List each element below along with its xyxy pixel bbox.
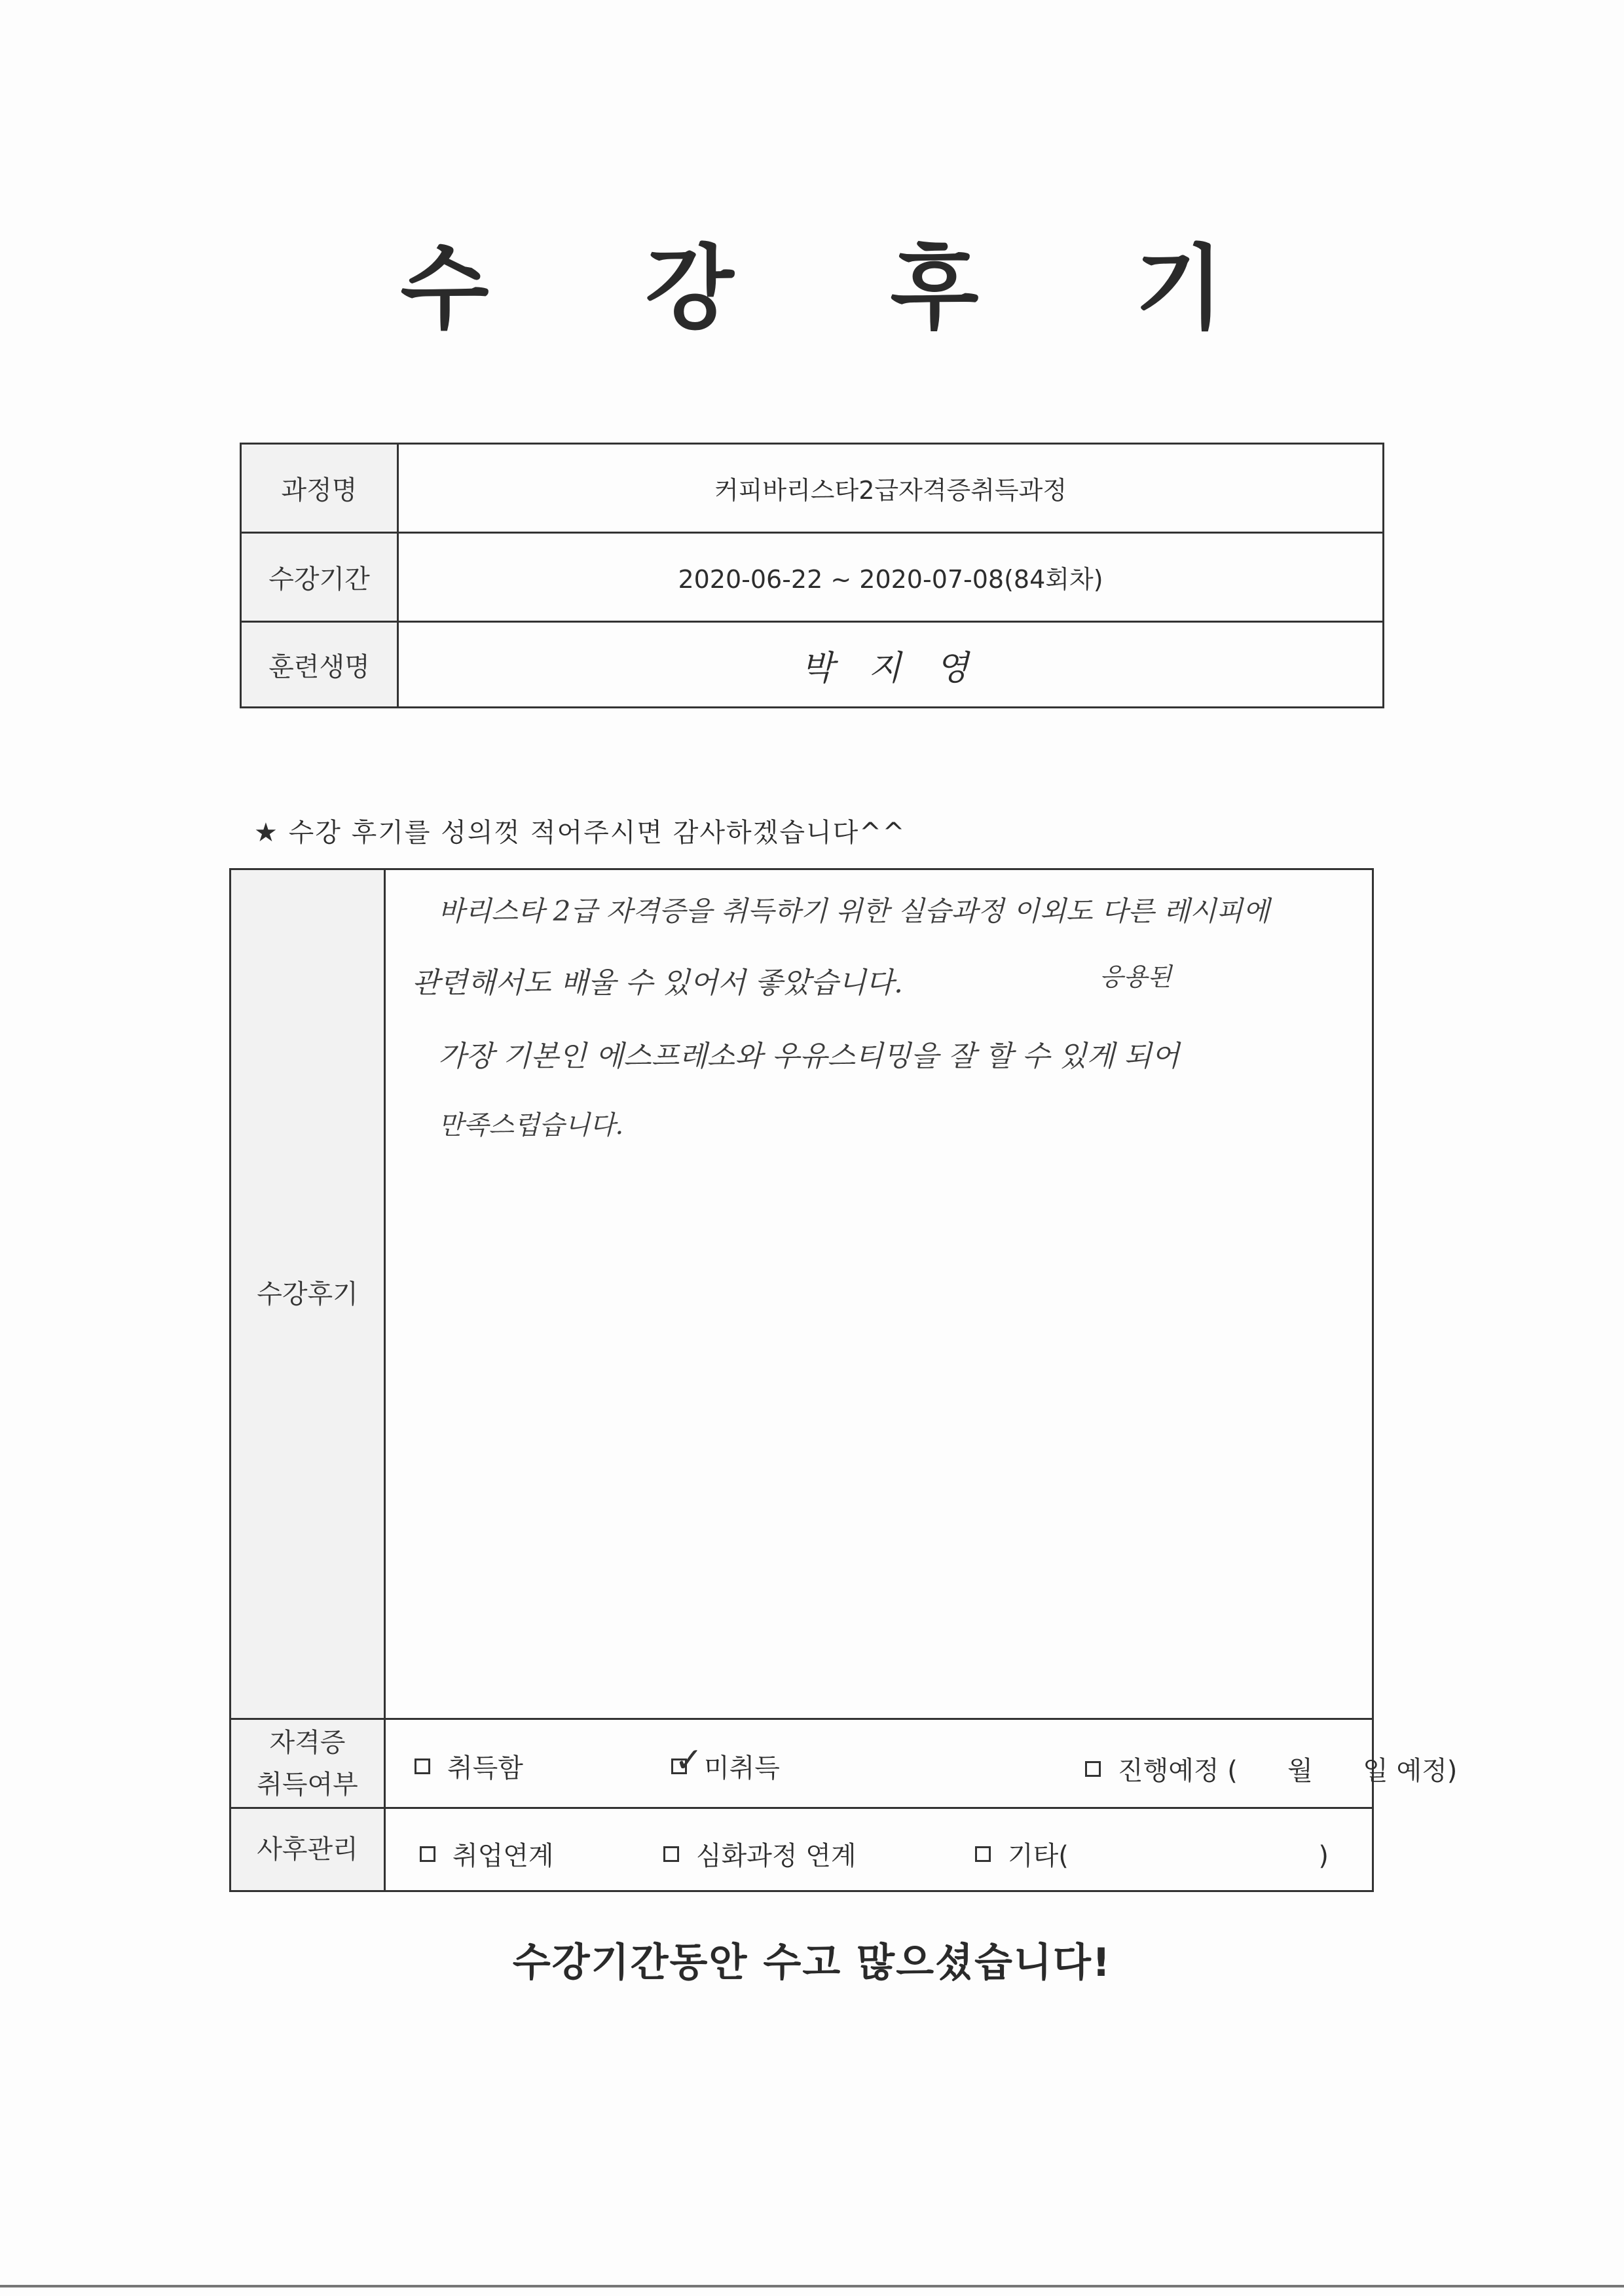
checkbox-other[interactable] [975, 1846, 991, 1862]
aftercare-options [386, 1809, 1372, 1890]
certification-label-line2: 취득여부 [257, 1769, 358, 1800]
certification-label [231, 1720, 386, 1807]
checkbox-advanced-course[interactable] [663, 1846, 679, 1862]
option-job-link-label: 취업연계 [452, 1841, 554, 1871]
period-value: 2020-06-22 ~ 2020-07-08(84회차) [678, 565, 1103, 594]
option-not-acquired-label: 미취득 [704, 1753, 780, 1783]
trainee-label: 훈련생명 [242, 623, 399, 706]
option-scheduled[interactable] [1085, 1750, 1457, 1787]
period-label: 수강기간 [242, 534, 399, 621]
checkbox-acquired[interactable] [415, 1758, 430, 1774]
page-title: 수 강 후 기 [400, 236, 1286, 342]
option-other[interactable] [975, 1835, 1329, 1872]
review-line: 만족스럽습니다. [438, 1110, 624, 1140]
review-insertion: 응용된 [1099, 962, 1172, 991]
review-label: 수강후기 [231, 870, 386, 1718]
check-mark-icon: ✓ [674, 1740, 703, 1780]
period-row [242, 534, 1382, 623]
closing-message: 수강기간동안 수고 많으셨습니다! [512, 1940, 1112, 1986]
option-advanced-course-label: 심화과정 연계 [696, 1841, 857, 1871]
option-acquired[interactable] [415, 1747, 523, 1785]
checkbox-not-acquired[interactable] [671, 1740, 703, 1780]
review-table [229, 868, 1458, 1892]
checkbox-scheduled[interactable] [1085, 1761, 1101, 1777]
option-not-acquired[interactable] [671, 1740, 780, 1785]
aftercare-section [231, 1809, 1372, 1890]
review-text-area [386, 870, 1372, 1718]
review-line: 바리스타 2급 자격증을 취득하기 위한 실습과정 이외도 다른 레시피에 [438, 895, 1270, 927]
bottom-divider [0, 2285, 1624, 2287]
checkbox-job-link[interactable] [420, 1846, 435, 1862]
option-scheduled-label: 진행예정 ( 월 일 예정) [1118, 1756, 1458, 1786]
aftercare-label: 사후관리 [231, 1809, 386, 1890]
option-other-label: 기타( ) [1008, 1841, 1329, 1871]
review-line: 가장 기본인 에스프레소와 우유스티밍을 잘 할 수 있게 되어 [438, 1040, 1179, 1073]
notice-text: ★ 수강 후기를 성의껏 적어주시면 감사하겠습니다^^ [254, 818, 906, 848]
review-section [231, 870, 1372, 1720]
certification-options [386, 1720, 1458, 1807]
option-advanced-course[interactable] [663, 1835, 857, 1872]
trainee-row [242, 623, 1382, 706]
review-line: 관련해서도 배울 수 있어서 좋았습니다. [412, 966, 903, 1000]
course-label: 과정명 [242, 445, 399, 532]
trainee-name: 박 지 영 [801, 648, 980, 688]
certification-section [231, 1720, 1458, 1809]
certification-label-line1: 자격증 [269, 1727, 346, 1758]
course-row [242, 445, 1382, 534]
course-info-table [240, 443, 1384, 708]
option-job-link[interactable] [420, 1835, 554, 1872]
course-value: 커피바리스타2급자격증취득과정 [714, 476, 1067, 505]
option-acquired-label: 취득함 [447, 1753, 523, 1783]
